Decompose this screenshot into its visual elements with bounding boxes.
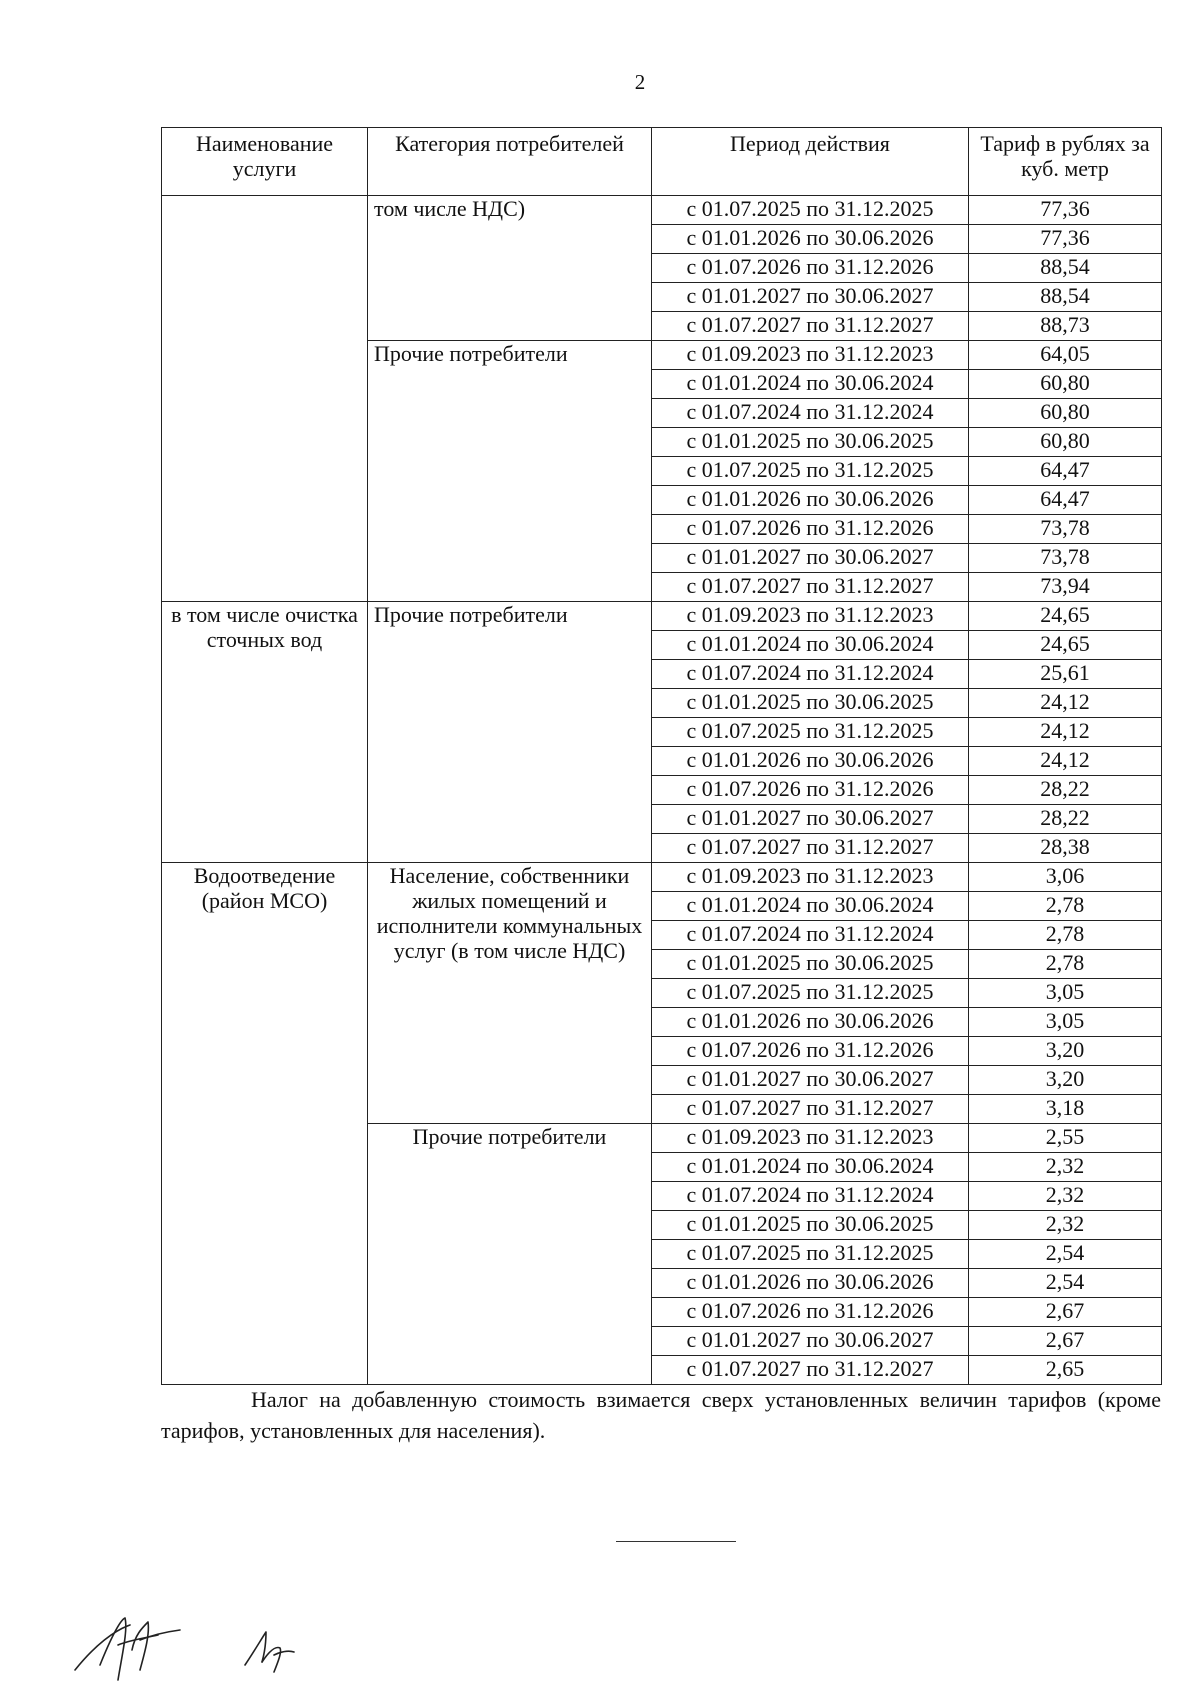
tariff-cell: 24,12 (969, 718, 1162, 747)
tariff-cell: 2,78 (969, 921, 1162, 950)
end-divider (616, 1541, 736, 1542)
period-cell: с 01.07.2026 по 31.12.2026 (652, 776, 969, 805)
period-cell: с 01.01.2026 по 30.06.2026 (652, 1269, 969, 1298)
tariff-cell: 88,73 (969, 312, 1162, 341)
tariff-cell: 2,78 (969, 892, 1162, 921)
tariff-cell: 3,05 (969, 979, 1162, 1008)
period-cell: с 01.09.2023 по 31.12.2023 (652, 1124, 969, 1153)
handwritten-signature-icon (70, 1610, 330, 1690)
period-cell: с 01.07.2027 по 31.12.2027 (652, 1095, 969, 1124)
period-cell: с 01.09.2023 по 31.12.2023 (652, 341, 969, 370)
tariff-cell: 60,80 (969, 428, 1162, 457)
tariff-cell: 64,05 (969, 341, 1162, 370)
tariff-cell: 2,67 (969, 1327, 1162, 1356)
period-cell: с 01.01.2026 по 30.06.2026 (652, 225, 969, 254)
period-cell: с 01.07.2024 по 31.12.2024 (652, 399, 969, 428)
period-cell: с 01.01.2025 по 30.06.2025 (652, 428, 969, 457)
header-period: Период действия (652, 128, 969, 196)
category-cell: том числе НДС) (368, 196, 652, 341)
tariff-cell: 2,32 (969, 1153, 1162, 1182)
tariff-cell: 25,61 (969, 660, 1162, 689)
tariff-cell: 2,32 (969, 1211, 1162, 1240)
tariff-cell: 28,22 (969, 776, 1162, 805)
period-cell: с 01.01.2026 по 30.06.2026 (652, 486, 969, 515)
period-cell: с 01.01.2027 по 30.06.2027 (652, 1066, 969, 1095)
tariff-cell: 60,80 (969, 399, 1162, 428)
tariff-table-body (162, 196, 1162, 1385)
tariff-cell: 2,65 (969, 1356, 1162, 1385)
tariff-cell: 28,38 (969, 834, 1162, 863)
tariff-cell: 2,67 (969, 1298, 1162, 1327)
period-cell: с 01.01.2025 по 30.06.2025 (652, 1211, 969, 1240)
period-cell: с 01.07.2024 по 31.12.2024 (652, 660, 969, 689)
tariff-cell: 28,22 (969, 805, 1162, 834)
category-cell: Прочие потребители (368, 341, 652, 602)
header-category: Категория потребителей (368, 128, 652, 196)
tariff-cell: 3,06 (969, 863, 1162, 892)
table-row (162, 863, 1162, 892)
tariff-cell: 2,54 (969, 1269, 1162, 1298)
period-cell: с 01.07.2025 по 31.12.2025 (652, 196, 969, 225)
header-service: Наименование услуги (162, 128, 368, 196)
period-cell: с 01.07.2024 по 31.12.2024 (652, 921, 969, 950)
period-cell: с 01.01.2024 по 30.06.2024 (652, 370, 969, 399)
period-cell: с 01.01.2027 по 30.06.2027 (652, 805, 969, 834)
vat-note: Налог на добавленную стоимость взимается сверх установленных величин тарифов (кроме тарифов, установленных для населения). (161, 1387, 1161, 1443)
service-cell (162, 196, 368, 602)
period-cell: с 01.01.2024 по 30.06.2024 (652, 631, 969, 660)
tariff-cell: 88,54 (969, 283, 1162, 312)
table-header-row (162, 128, 1162, 196)
tariff-cell: 24,65 (969, 631, 1162, 660)
tariff-cell: 88,54 (969, 254, 1162, 283)
tariff-cell: 73,78 (969, 515, 1162, 544)
period-cell: с 01.01.2025 по 30.06.2025 (652, 689, 969, 718)
period-cell: с 01.07.2025 по 31.12.2025 (652, 979, 969, 1008)
period-cell: с 01.09.2023 по 31.12.2023 (652, 863, 969, 892)
tariff-table (161, 127, 1162, 1385)
tariff-cell: 24,65 (969, 602, 1162, 631)
header-tariff: Тариф в рублях за куб. метр (969, 128, 1162, 196)
service-cell: Водоотведение (район МСО) (162, 863, 368, 1385)
period-cell: с 01.07.2027 по 31.12.2027 (652, 834, 969, 863)
page-number: 2 (634, 70, 646, 94)
category-cell: Прочие потребители (368, 1124, 652, 1385)
period-cell: с 01.07.2025 по 31.12.2025 (652, 718, 969, 747)
tariff-cell: 3,20 (969, 1066, 1162, 1095)
period-cell: с 01.07.2027 по 31.12.2027 (652, 573, 969, 602)
tariff-cell: 24,12 (969, 689, 1162, 718)
category-cell: Прочие потребители (368, 602, 652, 863)
period-cell: с 01.09.2023 по 31.12.2023 (652, 602, 969, 631)
period-cell: с 01.07.2025 по 31.12.2025 (652, 1240, 969, 1269)
tariff-cell: 77,36 (969, 225, 1162, 254)
period-cell: с 01.07.2027 по 31.12.2027 (652, 1356, 969, 1385)
tariff-cell: 77,36 (969, 196, 1162, 225)
tariff-cell: 64,47 (969, 486, 1162, 515)
tariff-cell: 3,05 (969, 1008, 1162, 1037)
tariff-cell: 73,78 (969, 544, 1162, 573)
tariff-cell: 60,80 (969, 370, 1162, 399)
period-cell: с 01.07.2027 по 31.12.2027 (652, 312, 969, 341)
period-cell: с 01.01.2026 по 30.06.2026 (652, 747, 969, 776)
tariff-cell: 64,47 (969, 457, 1162, 486)
period-cell: с 01.07.2026 по 31.12.2026 (652, 1298, 969, 1327)
tariff-cell: 2,54 (969, 1240, 1162, 1269)
tariff-cell: 2,55 (969, 1124, 1162, 1153)
period-cell: с 01.01.2026 по 30.06.2026 (652, 1008, 969, 1037)
tariff-cell: 3,20 (969, 1037, 1162, 1066)
period-cell: с 01.07.2025 по 31.12.2025 (652, 457, 969, 486)
period-cell: с 01.01.2025 по 30.06.2025 (652, 950, 969, 979)
tariff-cell: 3,18 (969, 1095, 1162, 1124)
tariff-cell: 2,78 (969, 950, 1162, 979)
period-cell: с 01.01.2027 по 30.06.2027 (652, 283, 969, 312)
table-row (162, 602, 1162, 631)
tariff-cell: 24,12 (969, 747, 1162, 776)
period-cell: с 01.01.2027 по 30.06.2027 (652, 1327, 969, 1356)
table-row (162, 196, 1162, 225)
period-cell: с 01.01.2024 по 30.06.2024 (652, 1153, 969, 1182)
service-cell: в том числе очистка сточных вод (162, 602, 368, 863)
tariff-cell: 2,32 (969, 1182, 1162, 1211)
period-cell: с 01.01.2024 по 30.06.2024 (652, 892, 969, 921)
category-cell: Население, собственники жилых помещений и исполнители коммунальных услуг (в том числе НДС) (368, 863, 652, 1124)
tariff-cell: 73,94 (969, 573, 1162, 602)
period-cell: с 01.07.2026 по 31.12.2026 (652, 515, 969, 544)
period-cell: с 01.07.2024 по 31.12.2024 (652, 1182, 969, 1211)
period-cell: с 01.07.2026 по 31.12.2026 (652, 254, 969, 283)
period-cell: с 01.07.2026 по 31.12.2026 (652, 1037, 969, 1066)
period-cell: с 01.01.2027 по 30.06.2027 (652, 544, 969, 573)
